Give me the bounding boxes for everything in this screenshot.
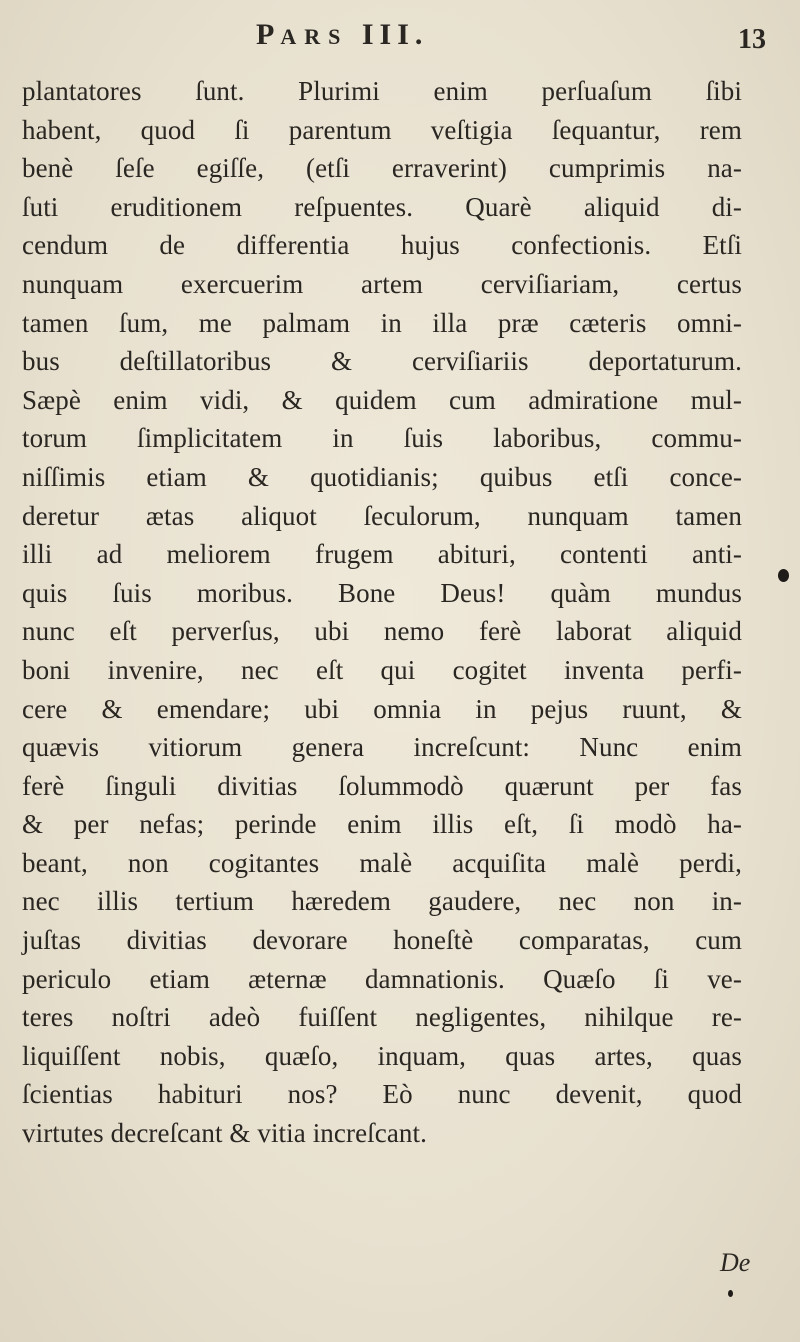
running-head-part-number: III. [361,18,429,51]
text-line: teres noſtri adeò fuiſſent negligentes, nihilque re- [22,1002,742,1033]
text-line: quis ſuis moribus. Bone Deus! quàm mundus [22,577,742,608]
ink-blot [778,569,789,582]
text-line: juſtas divitias devorare honeſtè comparatas, cum [22,925,742,956]
text-line: benè ſeſe egiſſe, (etſi erraverint) cumprimis na- [22,153,742,184]
text-line: niſſimis etiam & quotidianis; quibus etſi conce- [22,461,742,492]
text-line: beant, non cogitantes malè acquiſita malè perdi, [22,847,742,878]
text-line: ferè ſinguli divitias ſolummodò quærunt per fas [22,770,742,801]
page-number: 13 [738,24,766,55]
text-line: liquiſſent nobis, quæſo, inquam, quas artes, quas [22,1040,742,1071]
text-line: tamen ſum, me palmam in illa præ cæteris omni- [22,307,742,338]
text-line: cendum de differentia hujus confectionis. Etſi [22,230,742,261]
text-line: & per nefas; perinde enim illis eſt, ſi modò ha- [22,809,742,840]
body-text [22,72,742,1153]
text-line: nunc eſt perverſus, ubi nemo ferè laborat aliquid [22,616,742,647]
catchword: De [720,1248,751,1277]
text-line: torum ſimplicitatem in ſuis laboribus, commu- [22,423,742,454]
text-line: nunquam exercuerim artem cerviſiariam, certus [22,268,742,299]
text-line: deretur ætas aliquot ſeculorum, nunquam tamen [22,500,742,531]
text-line: Sæpè enim vidi, & quidem cum admiratione mul- [22,384,742,415]
text-line: cere & emendare; ubi omnia in pejus ruunt, & [22,693,742,724]
text-line: bus deſtillatoribus & cerviſiariis deportaturum. [22,346,742,377]
text-line: virtutes decreſcant & vitia increſcant. [22,1118,427,1149]
text-line: habent, quod ſi parentum veſtigia ſequantur, rem [22,114,742,145]
text-line: plantatores ſunt. Plurimi enim perſuaſum ſibi [22,76,742,106]
running-head-initial: P [256,18,281,51]
page-header [0,14,800,54]
running-head-smallcaps: ARS [280,24,349,49]
text-line: boni invenire, nec eſt qui cogitet inventa perfi- [22,654,742,685]
text-line: ſuti eruditionem reſpuentes. Quarè aliquid di- [22,191,742,222]
running-head [256,18,428,52]
text-line: periculo etiam æternæ damnationis. Quæſo ſi ve- [22,963,742,994]
text-line: ſcientias habituri nos? Eò nunc devenit, quod [22,1079,742,1110]
text-line: quævis vitiorum genera increſcunt: Nunc enim [22,732,742,763]
text-line: nec illis tertium hæredem gaudere, nec non in- [22,886,742,917]
text-line: illi ad meliorem frugem abituri, contenti anti- [22,539,742,570]
ink-blot [728,1290,733,1297]
